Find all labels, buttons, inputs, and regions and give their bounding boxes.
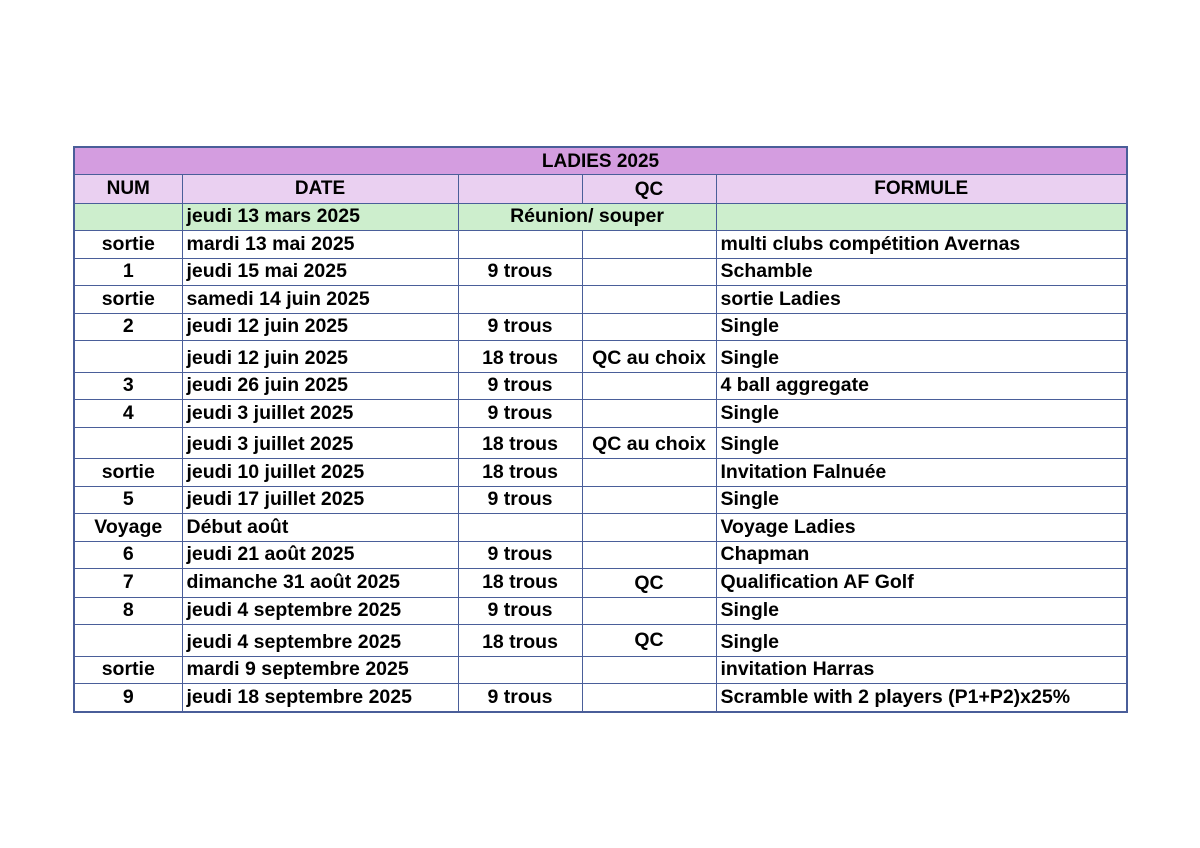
cell-num: Voyage	[74, 514, 182, 542]
header-num: NUM	[74, 175, 182, 204]
cell-formule: Schamble	[716, 258, 1127, 286]
table-row	[74, 231, 1127, 259]
cell-formule: Voyage Ladies	[716, 514, 1127, 542]
table-row	[74, 258, 1127, 286]
cell-formule: Single	[716, 427, 1127, 459]
cell-qc	[582, 514, 716, 542]
cell-formule: Single	[716, 597, 1127, 625]
table-row	[74, 427, 1127, 459]
cell-trous: 18 trous	[458, 625, 582, 657]
cell-formule: Single	[716, 400, 1127, 428]
cell-trous: 9 trous	[458, 400, 582, 428]
header-date: DATE	[182, 175, 458, 204]
table-row	[74, 569, 1127, 598]
cell-trous: 9 trous	[458, 684, 582, 712]
cell-qc	[582, 372, 716, 400]
cell-qc: QC	[582, 569, 716, 598]
cell-qc	[582, 286, 716, 314]
cell-date: mardi 9 septembre 2025	[182, 656, 458, 684]
cell-trous: 9 trous	[458, 541, 582, 569]
reunion-num	[74, 203, 182, 231]
cell-date: dimanche 31 août 2025	[182, 569, 458, 598]
cell-date: jeudi 3 juillet 2025	[182, 427, 458, 459]
cell-num: sortie	[74, 459, 182, 487]
cell-date: jeudi 4 septembre 2025	[182, 597, 458, 625]
table-row	[74, 372, 1127, 400]
cell-qc	[582, 459, 716, 487]
cell-num: 1	[74, 258, 182, 286]
cell-num: sortie	[74, 231, 182, 259]
cell-num: 3	[74, 372, 182, 400]
cell-date: jeudi 3 juillet 2025	[182, 400, 458, 428]
cell-date: jeudi 26 juin 2025	[182, 372, 458, 400]
cell-formule: Single	[716, 341, 1127, 373]
cell-qc	[582, 541, 716, 569]
cell-qc: QC	[582, 625, 716, 657]
cell-num: 5	[74, 486, 182, 514]
cell-trous: 18 trous	[458, 459, 582, 487]
cell-trous: 18 trous	[458, 427, 582, 459]
cell-formule: Chapman	[716, 541, 1127, 569]
cell-qc: QC au choix	[582, 427, 716, 459]
header-row	[74, 175, 1127, 204]
cell-trous: 9 trous	[458, 597, 582, 625]
cell-formule: Single	[716, 313, 1127, 341]
cell-date: mardi 13 mai 2025	[182, 231, 458, 259]
cell-trous: 9 trous	[458, 486, 582, 514]
cell-date: jeudi 15 mai 2025	[182, 258, 458, 286]
table-row	[74, 684, 1127, 712]
cell-formule: invitation Harras	[716, 656, 1127, 684]
cell-qc	[582, 656, 716, 684]
cell-date: Début août	[182, 514, 458, 542]
cell-num: 7	[74, 569, 182, 598]
cell-formule: Qualification AF Golf	[716, 569, 1127, 598]
table-row	[74, 400, 1127, 428]
reunion-date: jeudi 13 mars 2025	[182, 203, 458, 231]
cell-date: jeudi 21 août 2025	[182, 541, 458, 569]
cell-num	[74, 625, 182, 657]
cell-qc	[582, 313, 716, 341]
cell-trous: 18 trous	[458, 569, 582, 598]
cell-num: 8	[74, 597, 182, 625]
cell-num: 4	[74, 400, 182, 428]
cell-num: 9	[74, 684, 182, 712]
header-qc: QC	[582, 175, 716, 204]
cell-trous: 9 trous	[458, 258, 582, 286]
cell-qc	[582, 486, 716, 514]
cell-qc	[582, 597, 716, 625]
table-row	[74, 597, 1127, 625]
cell-trous	[458, 656, 582, 684]
cell-formule: Single	[716, 486, 1127, 514]
cell-trous	[458, 231, 582, 259]
cell-formule: multi clubs compétition Avernas	[716, 231, 1127, 259]
cell-formule: sortie Ladies	[716, 286, 1127, 314]
cell-qc	[582, 400, 716, 428]
cell-date: jeudi 18 septembre 2025	[182, 684, 458, 712]
table-row	[74, 486, 1127, 514]
table-row	[74, 286, 1127, 314]
reunion-formule	[716, 203, 1127, 231]
cell-trous	[458, 514, 582, 542]
cell-num: sortie	[74, 286, 182, 314]
cell-formule: 4 ball aggregate	[716, 372, 1127, 400]
header-formule: FORMULE	[716, 175, 1127, 204]
cell-qc: QC au choix	[582, 341, 716, 373]
cell-num	[74, 427, 182, 459]
cell-date: jeudi 4 septembre 2025	[182, 625, 458, 657]
cell-formule: Scramble with 2 players (P1+P2)x25%	[716, 684, 1127, 712]
cell-trous: 9 trous	[458, 313, 582, 341]
cell-date: jeudi 12 juin 2025	[182, 313, 458, 341]
title-row	[74, 147, 1127, 175]
table-title: LADIES 2025	[74, 147, 1127, 175]
reunion-event: Réunion/ souper	[458, 203, 716, 231]
table-row	[74, 625, 1127, 657]
ladies-schedule-table	[73, 146, 1128, 713]
cell-qc	[582, 684, 716, 712]
cell-num: 2	[74, 313, 182, 341]
cell-qc	[582, 258, 716, 286]
cell-date: samedi 14 juin 2025	[182, 286, 458, 314]
cell-num: sortie	[74, 656, 182, 684]
table-row	[74, 541, 1127, 569]
cell-formule: Single	[716, 625, 1127, 657]
cell-trous	[458, 286, 582, 314]
cell-date: jeudi 17 juillet 2025	[182, 486, 458, 514]
table-row	[74, 313, 1127, 341]
cell-trous: 9 trous	[458, 372, 582, 400]
cell-num: 6	[74, 541, 182, 569]
cell-qc	[582, 231, 716, 259]
table-row	[74, 656, 1127, 684]
header-trous	[458, 175, 582, 204]
reunion-row	[74, 203, 1127, 231]
cell-trous: 18 trous	[458, 341, 582, 373]
cell-num	[74, 341, 182, 373]
cell-date: jeudi 12 juin 2025	[182, 341, 458, 373]
table-row	[74, 514, 1127, 542]
table-body	[74, 147, 1127, 712]
table-row	[74, 459, 1127, 487]
cell-date: jeudi 10 juillet 2025	[182, 459, 458, 487]
cell-formule: Invitation Falnuée	[716, 459, 1127, 487]
table-row	[74, 341, 1127, 373]
